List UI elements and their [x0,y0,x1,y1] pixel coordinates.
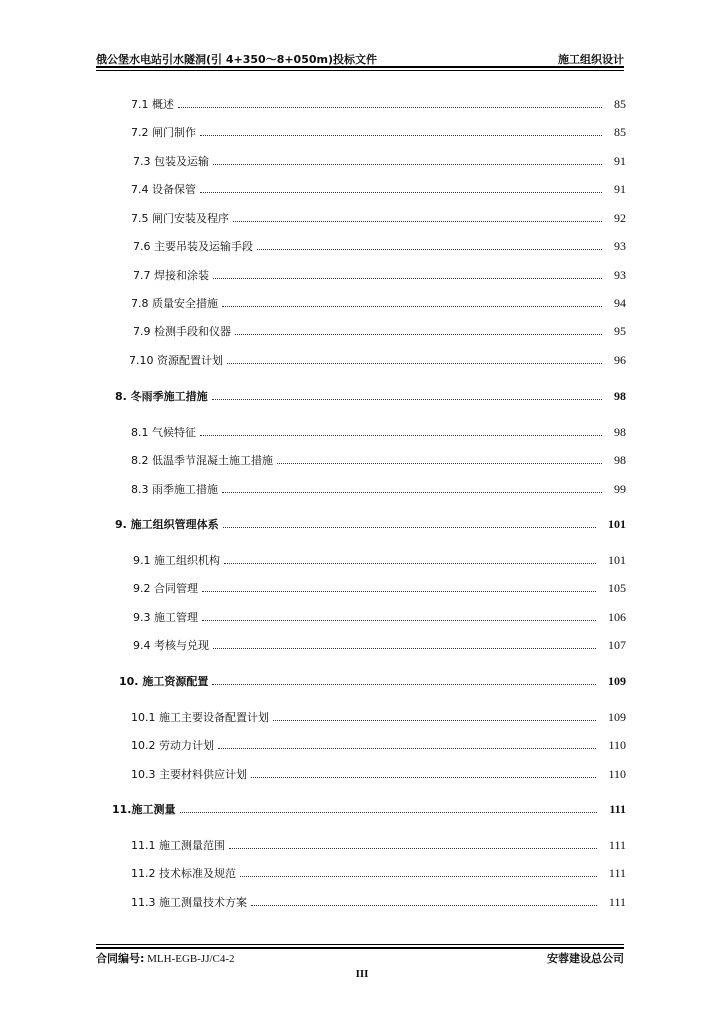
page-footer [96,950,624,966]
toc-entry-label: 7.8 质量安全措施 [131,297,218,310]
toc-chapter-label: 10. 施工资源配置 [119,675,209,688]
leader-dots [178,106,602,108]
toc-entry-page: 92 [614,211,626,225]
leader-dots [200,134,602,136]
toc-entry[interactable] [131,181,626,197]
toc-chapter-page: 109 [608,674,626,688]
toc-entry[interactable] [131,96,626,112]
section-title: 施工组织设计 [558,53,624,66]
toc-entry[interactable] [133,609,626,625]
toc-entry[interactable] [129,352,626,368]
toc-entry[interactable] [131,210,626,226]
leader-dots [251,904,597,906]
leader-dots [213,647,596,649]
toc-chapter-page: 111 [609,802,626,816]
leader-dots [251,776,596,778]
toc-entry[interactable] [131,452,626,468]
toc-entry-page: 93 [614,268,626,282]
leader-dots [224,562,596,564]
toc-entry[interactable] [131,481,626,497]
leader-dots [277,462,602,464]
toc-entry-page: 109 [608,710,626,724]
leader-dots [200,191,602,193]
toc-entry-page: 98 [614,425,626,439]
toc-entry-label: 11.3 施工测量技术方案 [131,896,247,909]
document-title: 俄公堡水电站引水隧洞(引 4+350～8+050m)投标文件 [96,53,378,66]
leader-dots [257,248,602,250]
footer-rule [96,947,624,949]
toc-entry-page: 107 [608,638,626,652]
leader-dots [222,491,602,493]
toc-entry-page: 110 [608,767,626,781]
toc-entry[interactable] [131,709,626,725]
toc-entry[interactable] [131,894,626,910]
toc-entry-page: 98 [614,453,626,467]
leader-dots [233,220,602,222]
toc-entry[interactable] [133,153,626,169]
toc-entry-page: 106 [608,610,626,624]
contract-number [96,950,235,966]
toc-entry-label: 7.5 闸门安装及程序 [131,212,229,225]
toc-entry[interactable] [131,865,626,881]
toc-entry[interactable] [133,580,626,596]
toc-entry-label: 9.3 施工管理 [133,611,198,624]
toc-entry-page: 111 [608,866,626,880]
leader-dots [273,719,596,721]
toc-entry-page: 95 [614,324,626,338]
leader-dots [222,305,602,307]
toc-entry-page: 105 [608,581,626,595]
toc-chapter-page: 101 [608,517,626,531]
toc-entry-label: 10.3 主要材料供应计划 [131,768,247,781]
toc-entry-page: 91 [614,182,626,196]
toc-entry-label: 7.7 焊接和涂装 [133,269,209,282]
toc-entry-label: 7.9 检测手段和仪器 [133,325,231,338]
toc-entry[interactable] [131,295,626,311]
toc-entry-label: 7.2 闸门制作 [131,126,196,139]
toc-chapter-label: 11.施工测量 [112,803,176,816]
leader-dots [223,526,596,528]
leader-dots [213,277,602,279]
toc-entry-page: 85 [614,97,626,111]
toc-entry-label: 9.1 施工组织机构 [133,554,220,567]
toc-chapter-label: 9. 施工组织管理体系 [115,518,219,531]
toc-entry-label: 10.2 劳动力计划 [131,739,214,752]
toc-entry-label: 11.2 技术标准及规范 [131,867,236,880]
toc-entry-label: 7.3 包装及运输 [133,155,209,168]
toc-entry-label: 8.3 雨季施工措施 [131,483,218,496]
toc-entry-label: 8.1 气候特征 [131,426,196,439]
toc-entry-label: 7.1 概述 [131,98,174,111]
toc-entry[interactable] [133,267,626,283]
contract-number-value: MLH-EGB-JJ/C4-2 [144,953,235,965]
toc-entry-page: 85 [614,125,626,139]
leader-dots [213,163,602,165]
toc-entry[interactable] [133,552,626,568]
leader-dots [218,747,596,749]
footer-rule-thin [96,944,624,945]
contract-number-key: 合同编号: [96,952,145,965]
toc-chapter[interactable] [115,388,626,404]
toc-entry-page: 96 [614,353,626,367]
toc-entry-page: 111 [608,895,626,909]
toc-entry-page: 110 [608,738,626,752]
toc-entry-label: 9.2 合同管理 [133,582,198,595]
toc-chapter-label: 8. 冬雨季施工措施 [115,390,208,403]
toc-entry[interactable] [131,124,626,140]
toc-entry-label: 11.1 施工测量范围 [131,839,225,852]
leader-dots [212,683,596,685]
toc-entry-page: 93 [614,239,626,253]
toc-entry[interactable] [133,238,626,254]
leader-dots [180,811,598,813]
leader-dots [229,847,597,849]
toc-entry-page: 91 [614,154,626,168]
company-name: 安蓉建设总公司 [547,952,624,965]
toc-entry-label: 7.6 主要吊装及运输手段 [133,240,253,253]
page-number: III [355,968,369,980]
toc-entry[interactable] [131,737,626,753]
toc-entry-label: 10.1 施工主要设备配置计划 [131,711,269,724]
leader-dots [235,333,602,335]
toc-entry-label: 7.10 资源配置计划 [129,354,223,367]
leader-dots [240,875,597,877]
toc-chapter[interactable] [112,801,626,817]
toc-entry[interactable] [133,323,626,339]
toc-entry[interactable] [131,837,626,853]
toc-chapter[interactable] [119,673,626,689]
toc-entry[interactable] [131,424,626,440]
toc-entry-page: 99 [614,482,626,496]
toc-entry-label: 8.2 低温季节混凝土施工措施 [131,454,273,467]
toc-chapter-page: 98 [614,389,626,403]
leader-dots [202,590,596,592]
toc-entry-page: 101 [608,553,626,567]
toc-entry-label: 7.4 设备保管 [131,183,196,196]
toc-chapter[interactable] [115,516,626,532]
toc-entry[interactable] [133,637,626,653]
leader-dots [200,434,602,436]
toc-entry-label: 9.4 考核与兑现 [133,639,209,652]
leader-dots [212,398,602,400]
leader-dots [227,362,602,364]
toc-entry[interactable] [131,766,626,782]
toc-entry-page: 111 [608,838,626,852]
toc-entry-page: 94 [614,296,626,310]
leader-dots [202,619,596,621]
